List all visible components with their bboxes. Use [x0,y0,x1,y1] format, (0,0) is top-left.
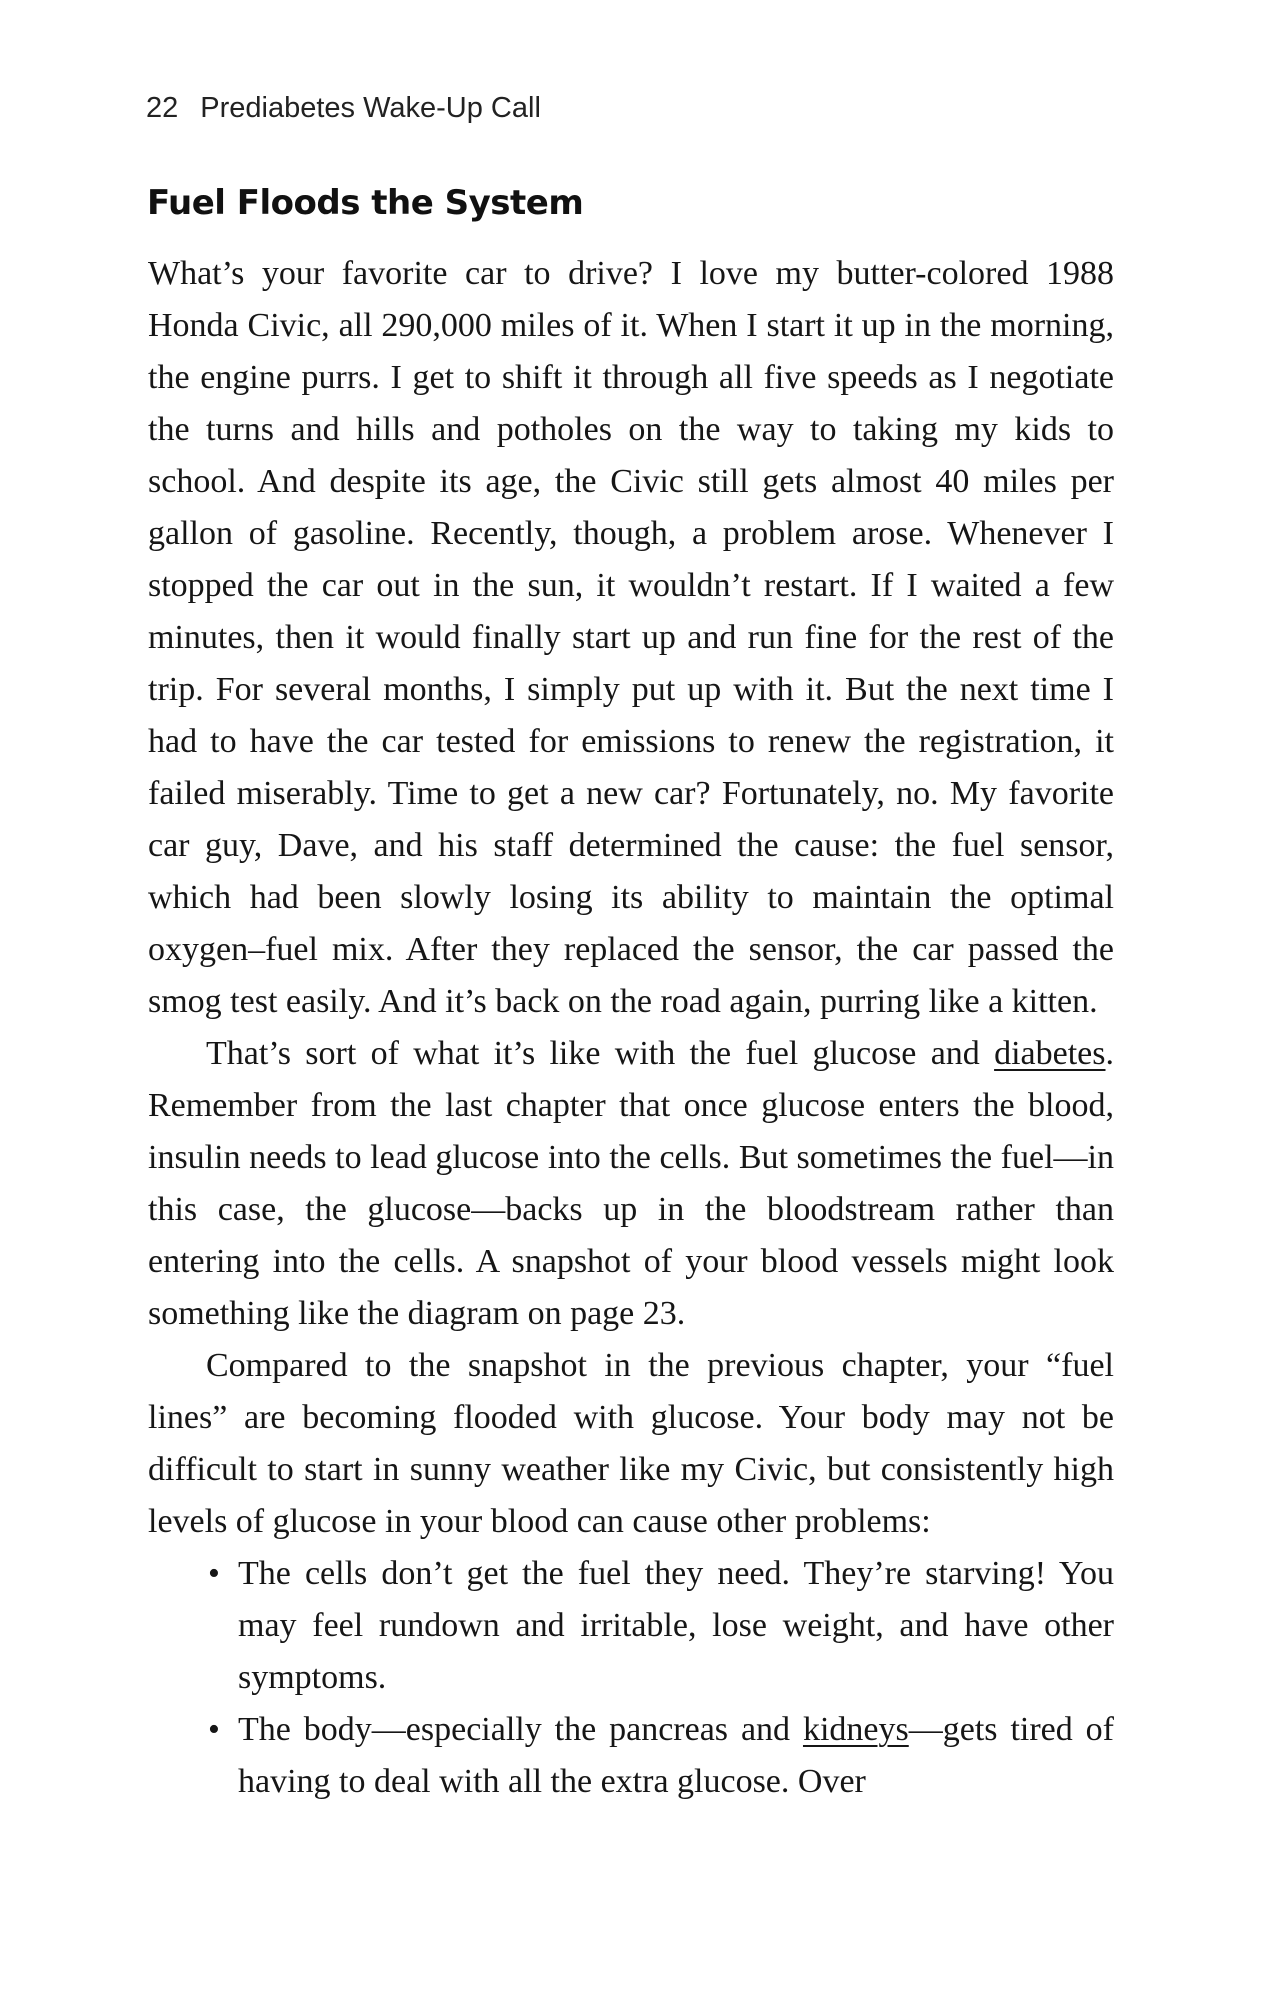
list-item [148,1704,1114,1808]
bullet-icon: • [208,1711,220,1748]
glossary-term-diabetes[interactable]: diabetes [994,1035,1106,1072]
glossary-term-kidneys[interactable]: kidneys [802,1711,909,1748]
body-text [148,248,1114,1808]
list-item [148,1548,1114,1704]
page-number: 22 [146,92,179,124]
book-title: Prediabetes Wake-Up Call [200,92,541,124]
running-header [146,92,541,125]
paragraph-fuel-lines: Compared to the snapshot in the previous chapter, your “fuel lines” are becoming flooded with glucose. Your body may not be difficult to start in sunny weather like my Civic, but consistently high levels of glucose in your blood can cause other problems: [148,1347,1114,1540]
paragraph-car-story: What’s your favorite car to drive? I love my butter-colored 1988 Honda Civic, all 290,000 miles of it. When I start it up in the morning, the engine purrs. I get to shift it through all five speeds as I negotiate the turns and hills and potholes on the way to taking my kids to school. And despite its age, the Civic still gets almost 40 miles per gallon of gasoline. Recently, though, a problem arose. Whenever I stopped the car out in the sun, it wouldn’t restart. If I waited a few minutes, then it would finally start up and run fine for the rest of the trip. For several months, I simply put up with it. But the next time I had to have the car tested for emissions to renew the registration, it failed miserably. Time to get a new car? Fortunately, no. My favorite car guy, Dave, and his staff determined the cause: the fuel sensor, which had been slowly losing its ability to maintain the optimal oxygen–fuel mix. After they replaced the sensor, the car passed the smog test easily. And it’s back on the road again, purring like a kitten. [148,255,1114,1020]
list-item-text-end: —gets tired of having to deal with all the extra glucose. Over [238,1711,1114,1800]
paragraph-text-start: That’s sort of what it’s like with the fuel glucose and [206,1035,995,1072]
bullet-icon: • [208,1555,220,1592]
list-item-text: The cells don’t get the fuel they need. They’re starving! You may feel rundown and irritable, lose weight, and have other symptoms. [238,1555,1114,1696]
problems-list [148,1548,1114,1808]
paragraph-text-end: . Remember from the last chapter that once glucose enters the blood, insulin needs to lead glucose into the cells. But sometimes the fuel—in this case, the glucose—backs up in the bloodstream rather than entering into the cells. A snapshot of your blood vessels might look something like the diagram on page 23. [148,1035,1114,1332]
list-item-text-start: The body—especially the pancreas and [238,1711,803,1748]
paragraph-glucose-diabetes [148,1028,1114,1340]
section-heading: Fuel Floods the System [147,183,584,223]
